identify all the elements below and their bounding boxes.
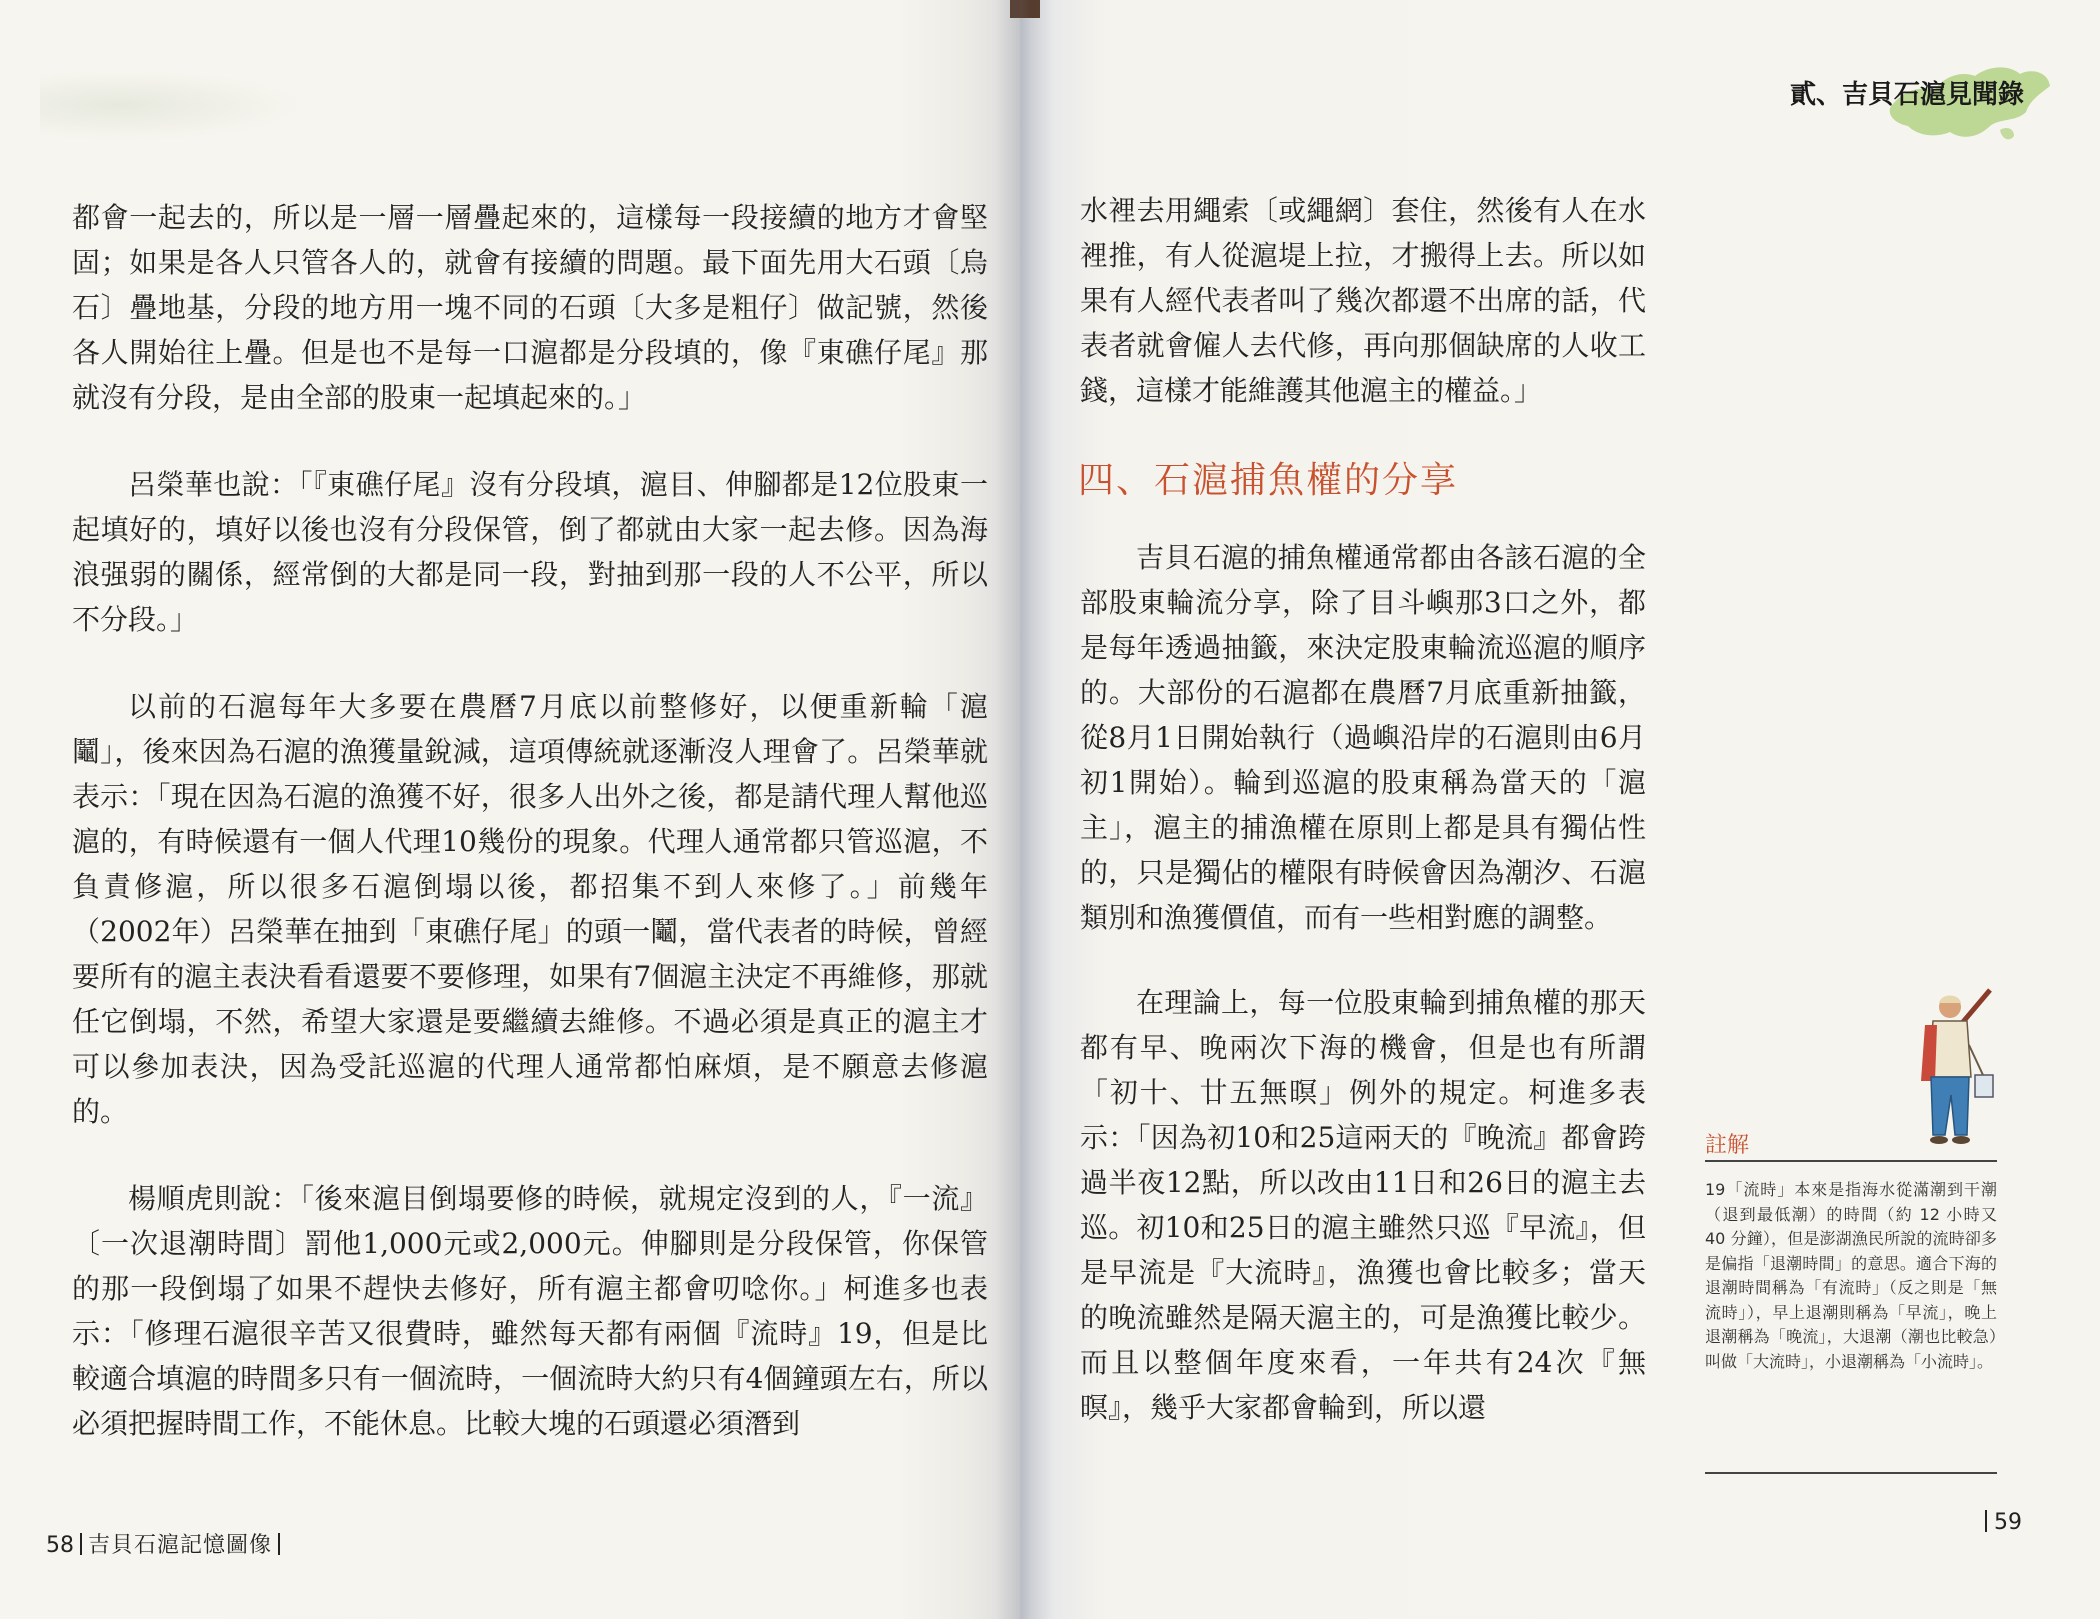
body-paragraph: 在理論上，每一位股東輪到捕魚權的那天都有早、晚兩次下海的機會，但是也有所謂「初十、廿五無暝」例外的規定。柯進多表示：「因為初10和25這兩天的『晚流』都會跨過半夜12點，所以改由11日和26日的滬主去巡。初10和25日的滬主雖然只巡『早流』，但是早流是『大流時』，漁獲也會比較多；當天的晚流雖然是隔天滬主的，可是漁獲比較少。而且以整個年度來看，一年共有24次『無暝』，幾乎大家都會輪到，所以還: [1080, 986, 1646, 1424]
body-paragraph: 水裡去用繩索〔或繩網〕套住，然後有人在水裡推，有人從滬堤上拉，才搬得上去。所以如果有人經代表者叫了幾次都還不出席的話，代表者就會僱人去代修，再向那個缺席的人收工錢，這樣才能維護其他滬主的權益。」: [1080, 194, 1646, 407]
right-body-text: [1080, 535, 1646, 1470]
page-number: 58: [46, 1533, 74, 1558]
footnote-19: 19「流時」本來是指海水從滿潮到干潮（退到最低潮）的時間（約 12 小時又 40 分鐘），但是澎湖漁民所說的流時卻多是偏指「退潮時間」的意思。適合下海的退潮時間稱為「有流時」（反之則是「無流時」），早上退潮則稱為「早流」，晚上退潮稱為「晚流」，大退潮（潮也比較急）叫做「大流時」，小退潮稱為「小流時」。: [1705, 1180, 1997, 1371]
notes-divider: [1705, 1160, 1997, 1162]
right-continuation-text: [1080, 188, 1646, 455]
notes-divider: [1705, 1472, 1997, 1474]
notes-title: 註解: [1705, 1133, 1750, 1158]
left-body-text: [72, 195, 988, 1488]
body-paragraph: 以前的石滬每年大多要在農曆7月底以前整修好，以便重新輪「滬鬮」，後來因為石滬的漁獲量銳減，這項傳統就逐漸沒人理會了。呂榮華就表示：「現在因為石滬的漁獲不好，很多人出外之後，都是請代理人幫他巡滬的，有時候還有一個人代理10幾份的現象。代理人通常都只管巡滬，不負責修滬，所以很多石滬倒塌以後，都招集不到人來修了。」前幾年（2002年）呂榮華在抽到「東礁仔尾」的頭一鬮，當代表者的時候，曾經要所有的滬主表決看看還要不要修理，如果有7個滬主決定不再維修，那就任它倒塌，不然，希望大家還是要繼續去維修。不過必須是真正的滬主才可以參加表決，因為受託巡滬的代理人通常都怕麻煩，是不願意去修滬的。: [72, 690, 988, 1128]
left-folio: [46, 1528, 280, 1559]
folio-divider: [278, 1533, 280, 1555]
bleed-through-mark: [40, 70, 300, 140]
left-page: [0, 0, 1020, 1619]
section-heading: 四、石滬捕魚權的分享: [1078, 460, 1459, 501]
right-folio: [1985, 1510, 2022, 1535]
body-paragraph: 吉貝石滬的捕魚權通常都由各該石滬的全部股東輪流分享，除了目斗嶼那3口之外，都是每年透過抽籤，來決定股東輪流巡滬的順序的。大部份的石滬都在農曆7月底重新抽籤，從8月1日開始執行（過嶼沿岸的石滬則由6月初1開始）。輪到巡滬的股東稱為當天的「滬主」，滬主的捕漁權在原則上都是具有獨佔性的，只是獨佔的權限有時候會因為潮汐、石滬類別和漁獲價值，而有一些相對應的調整。: [1080, 541, 1646, 934]
binding-edge: [1010, 0, 1040, 18]
folio-divider: [1985, 1510, 1987, 1532]
book-title: 吉貝石滬記憶圖像: [88, 1533, 273, 1558]
running-header: 貳、吉貝石滬見聞錄: [1790, 80, 2025, 110]
folio-divider: [80, 1533, 82, 1555]
body-paragraph: 楊順虎則說：「後來滬目倒塌要修的時候，就規定沒到的人，『一流』〔一次退潮時間〕罰他1,000元或2,000元。伸腳則是分段保管，你保管的那一段倒塌了如果不趕快去修好，所有滬主都會叨唸你。」柯進多也表示：「修理石滬很辛苦又很費時，雖然每天都有兩個『流時』19，但是比較適合填滬的時間多只有一個流時，一個流時大約只有4個鐘頭左右，所以必須把握時間工作，不能休息。比較大塊的石頭還必須潛到: [72, 1182, 988, 1440]
page-number: 59: [1994, 1510, 2022, 1535]
fisherman-with-bucket-illustration-icon: [1895, 985, 2010, 1155]
body-paragraph: 都會一起去的，所以是一層一層疊起來的，這樣每一段接續的地方才會堅固；如果是各人只管各人的，就會有接續的問題。最下面先用大石頭〔烏石〕疊地基，分段的地方用一塊不同的石頭〔大多是粗仔〕做記號，然後各人開始往上疊。但是也不是每一口滬都是分段填的，像『東礁仔尾』那就沒有分段，是由全部的股東一起填起來的。」: [72, 201, 988, 414]
body-paragraph: 呂榮華也說：「『東礁仔尾』沒有分段填，滬目、伸腳都是12位股東一起填好的，填好以後也沒有分段保管，倒了都就由大家一起去修。因為海浪强弱的關係，經常倒的大都是同一段，對抽到那一段的人不公平，所以不分段。」: [72, 468, 988, 636]
